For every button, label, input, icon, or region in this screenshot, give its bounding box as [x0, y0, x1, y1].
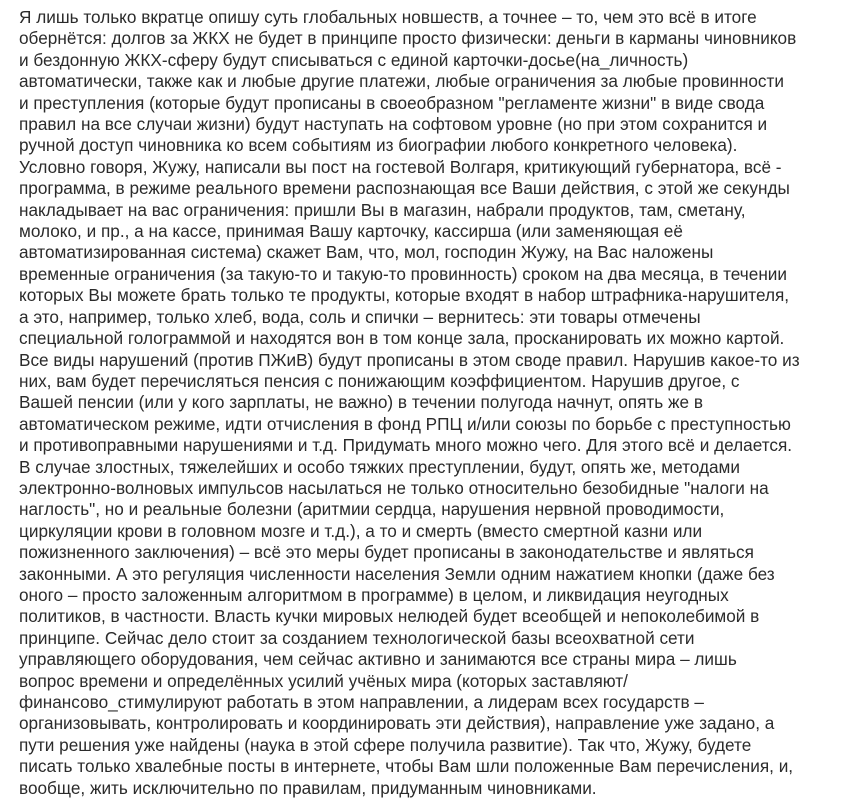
- text-line: В случае злостных, тяжелейших и особо тяжких преступлении, будут, опять же, методами: [19, 456, 740, 477]
- text-line: Я лишь только вкратце опишу суть глобальных новшеств, а точнее – то, чем это всё в итоге: [19, 7, 757, 27]
- text-line: Условно говоря, Жужу, написали вы пост на гостевой Волгаря, критикующий губернатора, всё -: [19, 156, 782, 177]
- text-line: и бездонную ЖКХ-сферу будут списываться с единой карточки-досье(на_личность): [19, 49, 689, 70]
- text-line: циркуляции крови в головном мозге и т.д.), а то и смерть (вместо смертной казни или: [19, 520, 703, 541]
- text-line: специальной голограммой и находятся вон в том конце зала, просканировать их можно картой.: [19, 328, 785, 349]
- text-line: законными. А это регуляция численности населения Земли одним нажатием кнопки (даже без: [19, 563, 775, 584]
- text-line: организовывать, контролировать и координировать эти действия), направление уже задано, а: [19, 713, 775, 734]
- text-line: финансово_стимулируют работать в этом направлении, а лидерам всех государств –: [19, 692, 704, 712]
- text-line: них, вам будет перечисляться пенсия с понижающим коэффициентом. Нарушив другое, с: [19, 370, 740, 391]
- text-line: которых Вы можете брать только те продукты, которые входят в набор штрафника-нарушителя,: [19, 285, 790, 306]
- text-line: и преступления (которые будут прописаны в своеобразном "регламенте жизни" в виде свода: [19, 92, 765, 113]
- text-line: писать только хвалебные посты в интернете, чтобы Вам шли положенные Вам перечисления, и,: [19, 756, 794, 777]
- text-line: ручной доступ чиновника ко всем событиям из биографии любого конкретного человека).: [19, 135, 738, 156]
- text-line: наглость", но и реальные болезни (аритмии сердца, нарушения нервной проводимости,: [19, 499, 725, 520]
- text-line: политиков, в частности. Власть кучки мировых нелюдей будет всеобщей и непоколебимой в: [19, 606, 760, 627]
- text-line: молоко, и пр., а на кассе, принимая Вашу карточку, кассирша (или заменяющая её: [19, 221, 683, 242]
- text-line: вообще, жить исключительно по правилам, придуманным чиновниками.: [19, 777, 597, 798]
- text-line: автоматизированная система) скажет Вам, что, мол, господин Жужу, на Вас наложены: [19, 242, 714, 263]
- text-line: и противоправными нарушениями и т.д. Придумать много можно чего. Для этого всё и делается.: [19, 435, 793, 456]
- text-line: электронно-волновых импульсов насылаться не только относительно безобидные "налоги на: [19, 477, 769, 498]
- text-line: Все виды нарушений (против ПЖиВ) будут прописаны в этом своде правил. Нарушив какое-то из: [19, 349, 800, 370]
- text-line: программа, в режиме реального времени распознающая все Ваши действия, с этой же секунды: [19, 178, 790, 199]
- text-line: оного – просто заложенным алгоритмом в программе) в целом, и ликвидация неугодных: [19, 584, 729, 605]
- text-line: автоматическом режиме, идти отчисления в фонд РПЦ и/или союзы по борьбе с преступностью: [19, 413, 791, 434]
- text-line: управляющего оборудования, чем сейчас активно и занимаются все страны мира – лишь: [19, 649, 737, 670]
- text-line: принципе. Сейчас дело стоит за созданием технологической базы всеохватной сети: [19, 627, 695, 648]
- text-line: пожизненного заключения) – всё это меры будет прописаны в законодательстве и являться: [19, 542, 754, 563]
- text-line: правил на все случаи жизни) будут наступать на софтовом уровне (но при этом сохранится и: [19, 114, 768, 135]
- text-line: накладывает на вас ограничения: пришли Вы в магазин, набрали продуктов, там, сметану,: [19, 199, 746, 220]
- text-line: Вашей пенсии (или у кого зарплаты, не важно) в течении полугода начнут, опять же в: [19, 392, 703, 413]
- text-line: пути решения уже найдены (наука в этой сфере получила развитие). Так что, Жужу, будете: [19, 734, 752, 755]
- text-line: а это, например, только хлеб, вода, соль и спички – вернитесь: эти товары отмечены: [19, 306, 701, 327]
- text-line: обернётся: долгов за ЖКХ не будет в принципе просто физически: деньги в карманы чиновников: [19, 28, 797, 49]
- text-line: вопрос времени и определённых усилий учёных мира (которых заставляют/: [19, 670, 628, 691]
- text-line: автоматически, также как и любые другие платежи, любые ограничения за любые провинности: [19, 71, 784, 92]
- text-line: временные ограничения (за такую-то и такую-то провинность) сроком на два месяца, в течении: [19, 263, 788, 284]
